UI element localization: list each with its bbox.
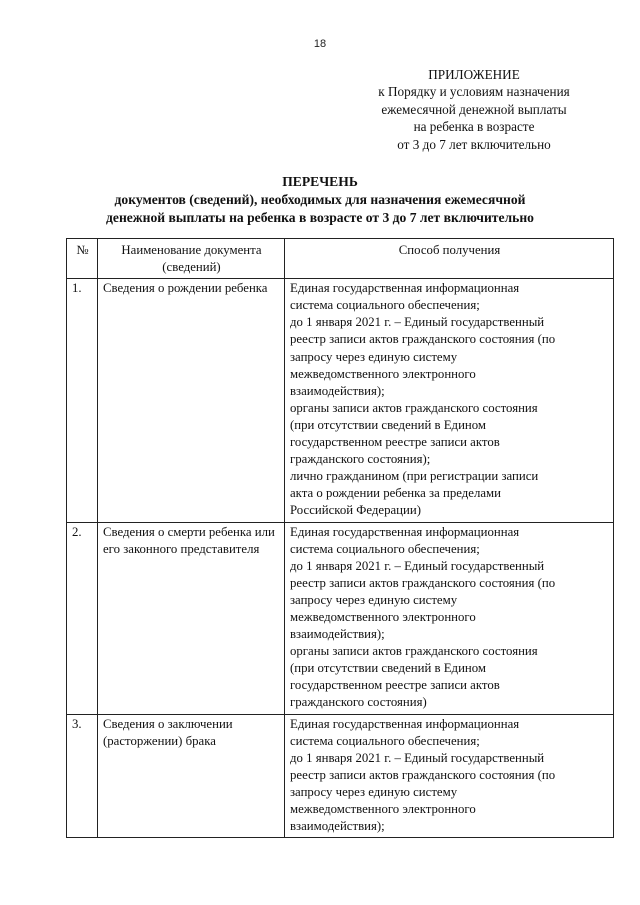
title-line: документов (сведений), необходимых для назначения ежемесячной bbox=[114, 191, 526, 207]
method-line: взаимодействия); bbox=[290, 383, 385, 398]
method-line: (при отсутствии сведений в Едином bbox=[290, 661, 487, 676]
method-line: межведомственного электронного bbox=[290, 609, 476, 624]
method-line: до 1 января 2021 г. – Единый государственный bbox=[290, 315, 545, 330]
row-method bbox=[285, 714, 614, 838]
table-row bbox=[67, 279, 614, 522]
appendix-line: ежемесячной денежной выплаты bbox=[381, 101, 567, 117]
method-line: Единая государственная информационная bbox=[290, 281, 520, 296]
method-line: запросу через единую систему bbox=[290, 784, 458, 799]
method-line: запросу через единую систему bbox=[290, 349, 458, 364]
method-line: органы записи актов гражданского состояния bbox=[290, 644, 538, 659]
method-line: реестр записи актов гражданского состояния (по bbox=[290, 575, 556, 590]
method-line: органы записи актов гражданского состояния bbox=[290, 400, 538, 415]
table-body bbox=[67, 279, 614, 838]
row-document-name: Сведения о смерти ребенка или его законного представителя bbox=[98, 522, 285, 714]
method-line: акта о рождении ребенка за пределами bbox=[290, 486, 501, 501]
method-line: гражданского состояния); bbox=[290, 452, 431, 467]
method-line: система социального обеспечения; bbox=[290, 541, 480, 556]
method-line: межведомственного электронного bbox=[290, 802, 476, 816]
method-line: государственном реестре записи актов bbox=[290, 678, 500, 693]
method-line: до 1 января 2021 г. – Единый государственный bbox=[290, 750, 545, 765]
row-document-name: Сведения о рождении ребенка bbox=[98, 279, 285, 522]
table-header-row bbox=[67, 239, 614, 279]
row-number: 3. bbox=[67, 714, 98, 838]
row-document-name: Сведения о заключении (расторжении) брака bbox=[98, 714, 285, 838]
method-line: государственном реестре записи актов bbox=[290, 435, 500, 450]
method-line: (при отсутствии сведений в Едином bbox=[290, 417, 487, 432]
header-number: № bbox=[67, 239, 98, 279]
row-method bbox=[285, 522, 614, 714]
appendix-line: от 3 до 7 лет включительно bbox=[397, 136, 551, 152]
method-line: реестр записи актов гражданского состояния (по bbox=[290, 332, 556, 347]
method-line: лично гражданином (при регистрации записи bbox=[290, 469, 539, 484]
title-line: денежной выплаты на ребенка в возрасте от 3 до 7 лет включительно bbox=[106, 209, 534, 225]
method-line: реестр записи актов гражданского состояния (по bbox=[290, 767, 556, 782]
method-line: до 1 января 2021 г. – Единый государственный bbox=[290, 558, 545, 573]
row-number: 2. bbox=[67, 522, 98, 714]
table-row bbox=[67, 522, 614, 714]
header-method: Способ получения bbox=[285, 239, 614, 279]
appendix-line: на ребенка в возрасте bbox=[413, 119, 535, 135]
method-line: межведомственного электронного bbox=[290, 366, 476, 381]
documents-table bbox=[66, 238, 614, 838]
appendix-line: ПРИЛОЖЕНИЕ bbox=[428, 67, 520, 82]
row-method bbox=[285, 279, 614, 522]
method-line: Российской Федерации) bbox=[290, 503, 421, 518]
method-line: взаимодействия); bbox=[290, 819, 385, 834]
appendix-block bbox=[358, 66, 590, 153]
method-line: гражданского состояния) bbox=[290, 695, 427, 710]
method-line: Единая государственная информационная bbox=[290, 524, 520, 539]
page-number: 18 bbox=[313, 38, 327, 50]
method-line: взаимодействия); bbox=[290, 627, 385, 642]
method-line: Единая государственная информационная bbox=[290, 716, 520, 731]
method-line: система социального обеспечения; bbox=[290, 733, 480, 748]
method-line: запросу через единую систему bbox=[290, 592, 458, 607]
header-document-name: Наименование документа (сведений) bbox=[98, 239, 285, 279]
method-line: система социального обеспечения; bbox=[290, 298, 480, 313]
row-number: 1. bbox=[67, 279, 98, 522]
document-title bbox=[0, 173, 640, 226]
title-heading: ПЕРЕЧЕНЬ bbox=[282, 174, 358, 189]
appendix-line: к Порядку и условиям назначения bbox=[378, 84, 570, 100]
table-row bbox=[67, 714, 614, 838]
